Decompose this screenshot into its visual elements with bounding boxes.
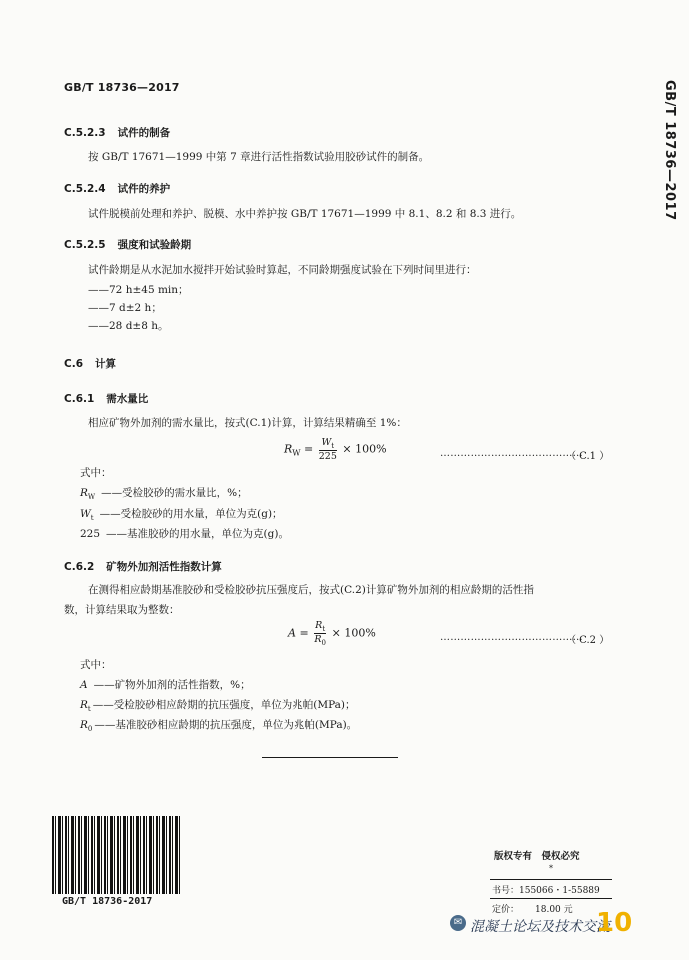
definition-sub: t — [87, 705, 91, 714]
definition-desc: ——基准胶砂的用水量，单位为克(g)。 — [106, 528, 289, 540]
page-number: 10 — [596, 908, 633, 938]
where-label: 式中： — [80, 659, 112, 671]
definition-sub: 0 — [87, 725, 93, 734]
section-title: 需水量比 — [106, 393, 149, 405]
denominator-symbol: R — [314, 633, 322, 645]
header-standard-id: GB/T 18736—2017 — [64, 81, 180, 94]
imprint-mark: * — [549, 864, 553, 873]
definition-desc: ——受检胶砂的用水量，单位为克(g)； — [99, 508, 283, 520]
definition-row — [80, 526, 289, 541]
section-c523-text: 按 GB/T 17671—1999 中第 7 章进行活性指数试验用胶砂试件的制备。 — [88, 151, 430, 163]
section-number: C.6.1 — [64, 393, 95, 405]
numerator-sub: t — [331, 441, 335, 450]
book-number: 书号：155066・1-55889 — [490, 879, 612, 898]
fraction-numerator — [319, 437, 337, 451]
formula-tail: × 100% — [342, 442, 387, 456]
section-c62-text: 在测得相应龄期基准胶砂和受检胶砂抗压强度后，按式(C.2)计算矿物外加剂的相应龄期的活性指 — [88, 584, 534, 596]
definition-row — [80, 506, 283, 522]
price-value: 18.00 元 — [535, 905, 573, 915]
denominator-sub: 0 — [321, 638, 326, 647]
fraction-denominator: 225 — [318, 450, 337, 462]
formula-fraction — [319, 437, 337, 462]
section-title: 计算 — [95, 358, 117, 370]
section-c525-heading — [64, 233, 191, 252]
section-c6-heading — [64, 352, 116, 371]
section-c62-heading — [64, 555, 222, 574]
definition-symbol: 225 — [80, 528, 101, 540]
side-standard-id: GB/T 18736—2017 — [662, 80, 677, 221]
section-number: C.5.2.3 — [64, 127, 106, 139]
imprint-block — [490, 848, 612, 915]
formula-lhs-sub: W — [292, 448, 301, 458]
formula-equals: = — [304, 442, 314, 456]
price-label: 定价： — [492, 905, 520, 915]
formula-tail: × 100% — [331, 626, 376, 640]
section-title: 强度和试验龄期 — [117, 239, 192, 251]
numerator-symbol: W — [321, 437, 332, 448]
section-title: 试件的养护 — [117, 183, 171, 195]
definition-row — [80, 485, 248, 501]
section-number: C.5.2.4 — [64, 183, 106, 195]
formula-fraction — [314, 620, 326, 647]
leader-dots: …………………………………… — [440, 632, 583, 643]
watermark-text: 混凝土论坛及技术交流 — [470, 919, 610, 935]
definition-row — [80, 717, 357, 733]
definition-symbol: W — [80, 508, 91, 520]
formula-c2 — [288, 620, 376, 647]
wechat-icon: ✉ — [450, 915, 466, 931]
list-item: ——7 d±2 h； — [88, 302, 162, 314]
end-rule — [262, 757, 398, 758]
section-c61-heading — [64, 387, 148, 406]
fraction-denominator — [314, 634, 326, 647]
formula-lhs: A — [288, 626, 296, 640]
formula-equals: = — [299, 626, 309, 640]
section-c523-heading — [64, 121, 170, 140]
definition-row — [80, 677, 251, 692]
definition-row — [80, 697, 356, 713]
definition-symbol: R — [80, 699, 88, 711]
definition-symbol: R — [80, 719, 88, 731]
numerator-sub: t — [322, 624, 326, 633]
section-title: 试件的制备 — [117, 127, 171, 139]
section-c524-heading — [64, 177, 170, 196]
section-c524-text: 试件脱模前处理和养护、脱模、水中养护按 GB/T 17671—1999 中 8.1、8.2 和 8.3 进行。 — [88, 208, 522, 220]
section-number: C.6.2 — [64, 561, 95, 573]
section-c61-text: 相应矿物外加剂的需水量比，按式(C.1)计算，计算结果精确至 1%： — [88, 417, 407, 429]
section-c525-text: 试件龄期是从水泥加水搅拌开始试验时算起，不同龄期强度试验在下列时间里进行： — [88, 264, 477, 276]
formula-c1 — [284, 437, 387, 462]
definition-desc: ——矿物外加剂的活性指数，%； — [93, 679, 251, 691]
list-item: ——28 d±8 h。 — [88, 320, 169, 332]
section-title: 矿物外加剂活性指数计算 — [106, 561, 222, 573]
where-label: 式中： — [80, 467, 112, 479]
definition-sub: t — [90, 514, 94, 523]
leader-dots: …………………………………… — [440, 448, 583, 459]
rights-notice: 版权专有 侵权必究 — [494, 851, 580, 862]
numerator-symbol: R — [315, 620, 323, 631]
price-row — [490, 898, 612, 915]
barcode — [52, 816, 182, 894]
formula-lhs: R — [284, 442, 293, 456]
definition-sub: W — [87, 493, 96, 502]
section-number: C.5.2.5 — [64, 239, 106, 251]
equation-number: （ C.2 ） — [566, 635, 610, 646]
definition-desc: ——受检胶砂相应龄期的抗压强度，单位为兆帕(MPa)； — [92, 699, 356, 711]
definition-desc: ——基准胶砂相应龄期的抗压强度，单位为兆帕(MPa)。 — [94, 719, 358, 731]
definition-desc: ——受检胶砂的需水量比，%； — [101, 487, 248, 499]
definition-symbol: A — [80, 679, 88, 691]
equation-number: （ C.1 ） — [566, 451, 610, 462]
definition-symbol: R — [80, 487, 88, 499]
fraction-numerator — [314, 620, 326, 634]
section-number: C.6 — [64, 358, 84, 370]
list-item: ——72 h±45 min； — [88, 284, 189, 296]
section-c62-text-cont: 数，计算结果取为整数： — [64, 604, 180, 616]
barcode-text: GB/T 18736-2017 — [62, 896, 153, 907]
